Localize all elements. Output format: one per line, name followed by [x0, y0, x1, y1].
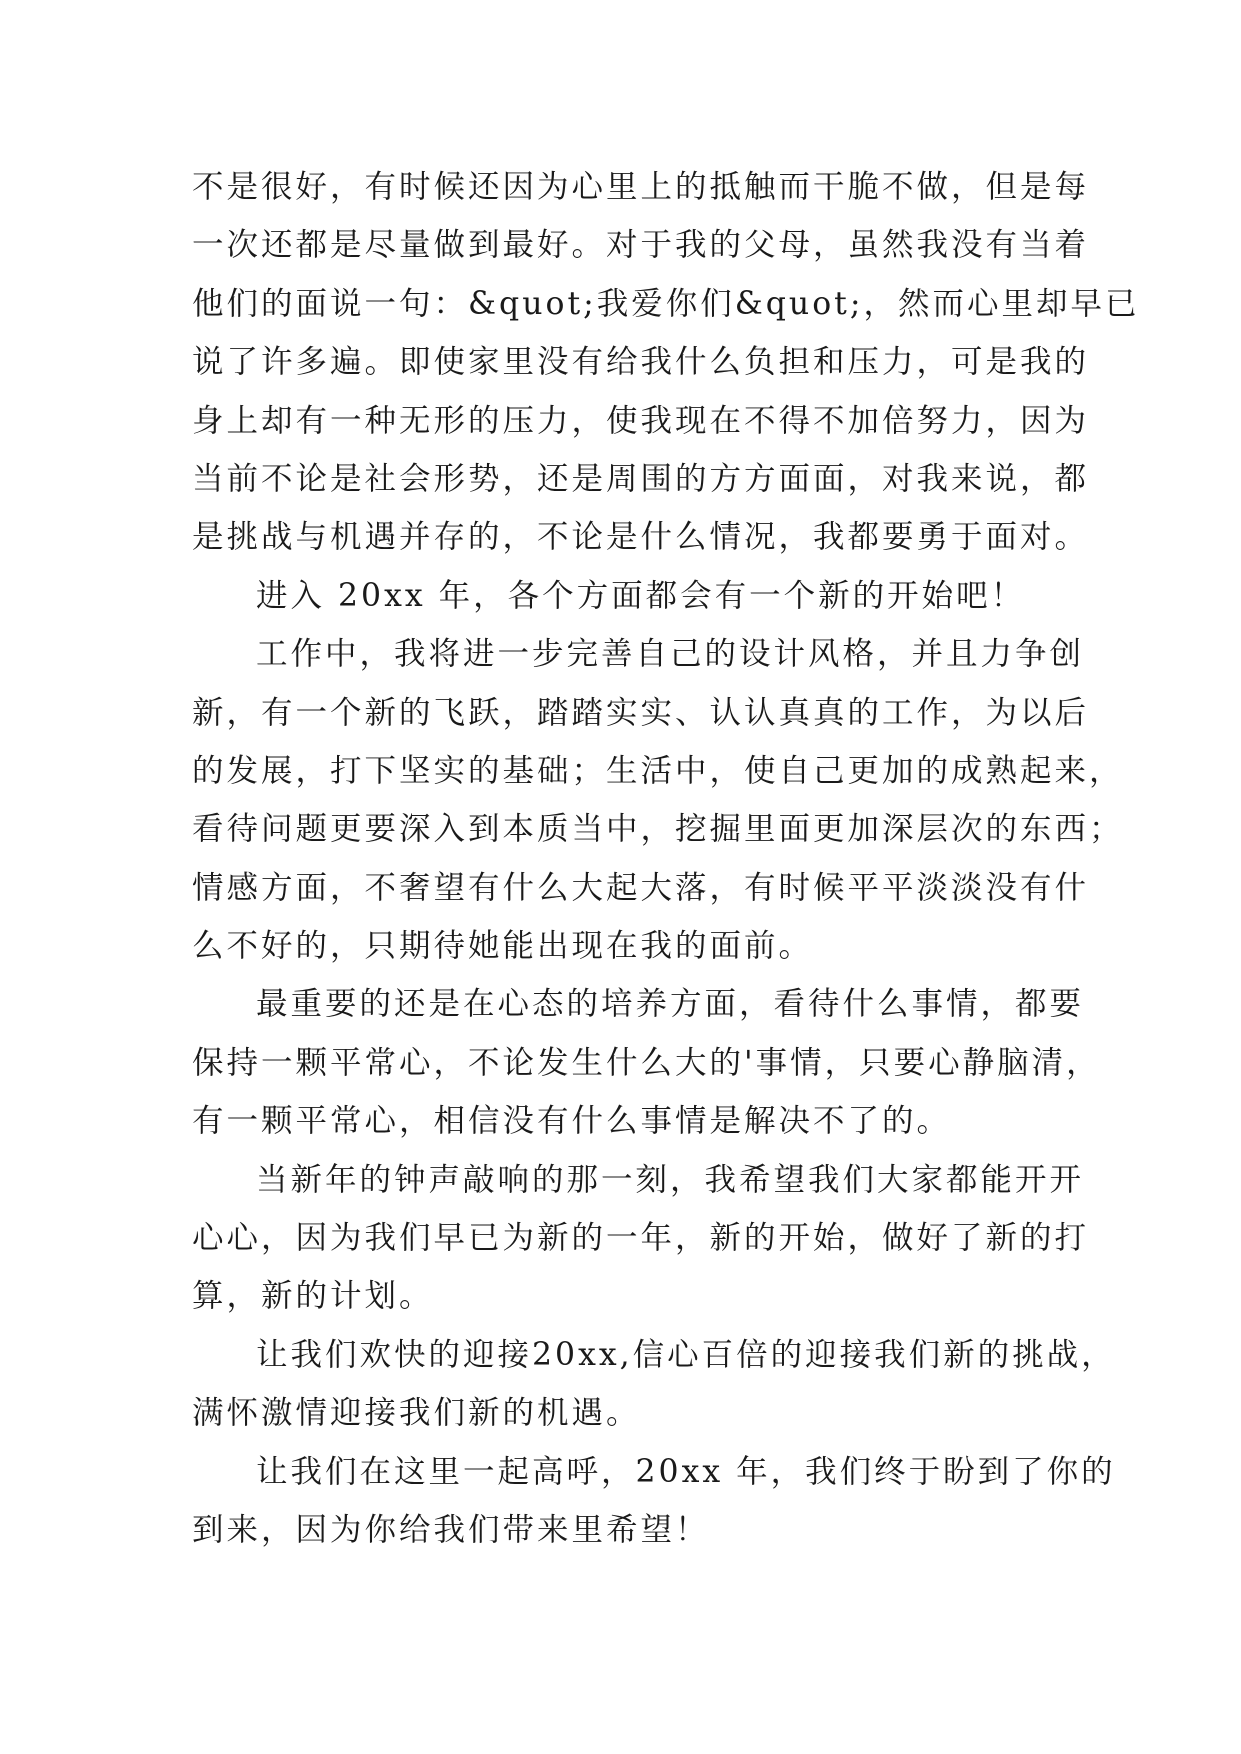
text-line: 到来，因为你给我们带来里希望！: [192, 1511, 710, 1548]
paragraph: [192, 567, 1072, 625]
text-line: 进入 20xx 年，各个方面都会有一个新的开始吧！: [256, 577, 1026, 614]
text-line: 一次还都是尽量做到最好。对于我的父母，虽然我没有当着: [192, 227, 1090, 264]
paragraph: [192, 975, 1101, 1150]
text-line: 他们的面说一句：&quot;我爱你们&quot;，然而心里却早已: [192, 285, 1140, 322]
paragraph: [192, 158, 1140, 567]
paragraph: [192, 1326, 1116, 1443]
text-line: 满怀激情迎接我们新的机遇。: [192, 1395, 641, 1432]
text-line: 么不好的，只期待她能出现在我的面前。: [192, 928, 814, 965]
text-line: 让我们在这里一起高呼，20xx 年，我们终于盼到了你的: [256, 1453, 1116, 1490]
text-line: 有一颗平常心，相信没有什么事情是解决不了的。: [192, 1103, 952, 1140]
paragraph: [192, 625, 1124, 975]
text-line: 情感方面，不奢望有什么大起大落，有时候平平淡淡没有什: [192, 869, 1090, 906]
text-line: 不是很好，有时候还因为心里上的抵触而干脆不做，但是每: [192, 169, 1090, 205]
paragraph: [192, 1151, 1090, 1326]
text-line: 当前不论是社会形势，还是周围的方方面面，对我来说，都: [192, 460, 1090, 497]
text-line: 算，新的计划。: [192, 1278, 434, 1315]
text-line: 保持一颗平常心，不论发生什么大的'事情，只要心静脑清，: [192, 1044, 1101, 1081]
text-line: 看待问题更要深入到本质当中，挖掘里面更加深层次的东西；: [192, 811, 1124, 848]
text-line: 说了许多遍。即使家里没有给我什么负担和压力，可是我的: [192, 344, 1090, 381]
document-body: [192, 158, 1140, 1559]
text-line: 是挑战与机遇并存的，不论是什么情况，我都要勇于面对。: [192, 519, 1090, 556]
text-line: 工作中，我将进一步完善自己的设计风格，并且力争创: [256, 636, 1085, 673]
text-line: 心心，因为我们早已为新的一年，新的开始，做好了新的打: [192, 1220, 1090, 1257]
text-line: 最重要的还是在心态的培养方面，看待什么事情，都要: [256, 986, 1085, 1023]
text-line: 的发展，打下坚实的基础；生活中，使自己更加的成熟起来，: [192, 752, 1124, 789]
paragraph: [192, 1443, 1116, 1560]
text-line: 让我们欢快的迎接20xx,信心百倍的迎接我们新的挑战，: [256, 1336, 1116, 1373]
text-line: 身上却有一种无形的压力，使我现在不得不加倍努力，因为: [192, 402, 1090, 439]
text-line: 当新年的钟声敲响的那一刻，我希望我们大家都能开开: [256, 1161, 1085, 1198]
text-line: 新，有一个新的飞跃，踏踏实实、认认真真的工作，为以后: [192, 694, 1090, 731]
